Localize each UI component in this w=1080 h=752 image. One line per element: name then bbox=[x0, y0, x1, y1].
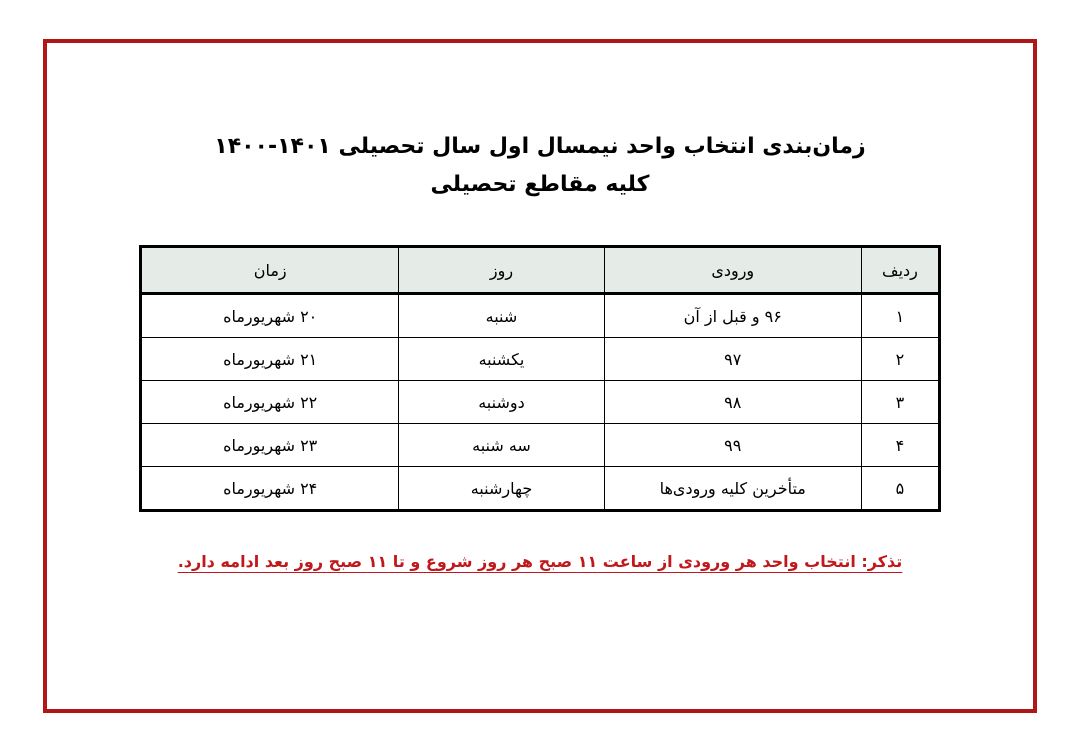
reminder-note: تذکر: انتخاب واحد هر ورودی از ساعت ۱۱ صبح هر روز شروع و تا ۱۱ صبح روز بعد ادامه دارد. bbox=[177, 552, 903, 571]
table-body bbox=[141, 294, 940, 511]
cell-day: یکشنبه bbox=[399, 338, 604, 381]
cell-entry: ۹۹ bbox=[604, 424, 861, 467]
cell-date: ۲۱ شهریورماه bbox=[141, 338, 399, 381]
cell-row-number: ۵ bbox=[861, 467, 939, 511]
header-day: روز bbox=[399, 247, 604, 294]
schedule-table bbox=[139, 245, 941, 512]
cell-row-number: ۱ bbox=[861, 294, 939, 338]
header-date: زمان bbox=[141, 247, 399, 294]
cell-row-number: ۳ bbox=[861, 381, 939, 424]
cell-entry: متأخرین کلیه ورودی‌ها bbox=[604, 467, 861, 511]
cell-entry: ۹۶ و قبل از آن bbox=[604, 294, 861, 338]
cell-day: دوشنبه bbox=[399, 381, 604, 424]
header-row bbox=[141, 247, 940, 294]
cell-day: شنبه bbox=[399, 294, 604, 338]
table-header bbox=[141, 247, 940, 294]
table-row bbox=[141, 338, 940, 381]
cell-entry: ۹۷ bbox=[604, 338, 861, 381]
table-row bbox=[141, 294, 940, 338]
cell-entry: ۹۸ bbox=[604, 381, 861, 424]
cell-date: ۲۲ شهریورماه bbox=[141, 381, 399, 424]
cell-date: ۲۳ شهریورماه bbox=[141, 424, 399, 467]
cell-day: چهارشنبه bbox=[399, 467, 604, 511]
document-subtitle: کلیه مقاطع تحصیلی bbox=[430, 172, 650, 197]
table-row bbox=[141, 467, 940, 511]
title-block bbox=[43, 128, 1037, 204]
cell-date: ۲۰ شهریورماه bbox=[141, 294, 399, 338]
note-block bbox=[43, 552, 1037, 571]
header-entry: ورودی bbox=[604, 247, 861, 294]
table-row bbox=[141, 381, 940, 424]
cell-row-number: ۴ bbox=[861, 424, 939, 467]
table-row bbox=[141, 424, 940, 467]
cell-row-number: ۲ bbox=[861, 338, 939, 381]
cell-day: سه شنبه bbox=[399, 424, 604, 467]
document-title: زمان‌بندی انتخاب واحد نیمسال اول سال تحصیلی ۱۴۰۱-۱۴۰۰ bbox=[214, 134, 866, 159]
cell-date: ۲۴ شهریورماه bbox=[141, 467, 399, 511]
header-row-number: ردیف bbox=[861, 247, 939, 294]
